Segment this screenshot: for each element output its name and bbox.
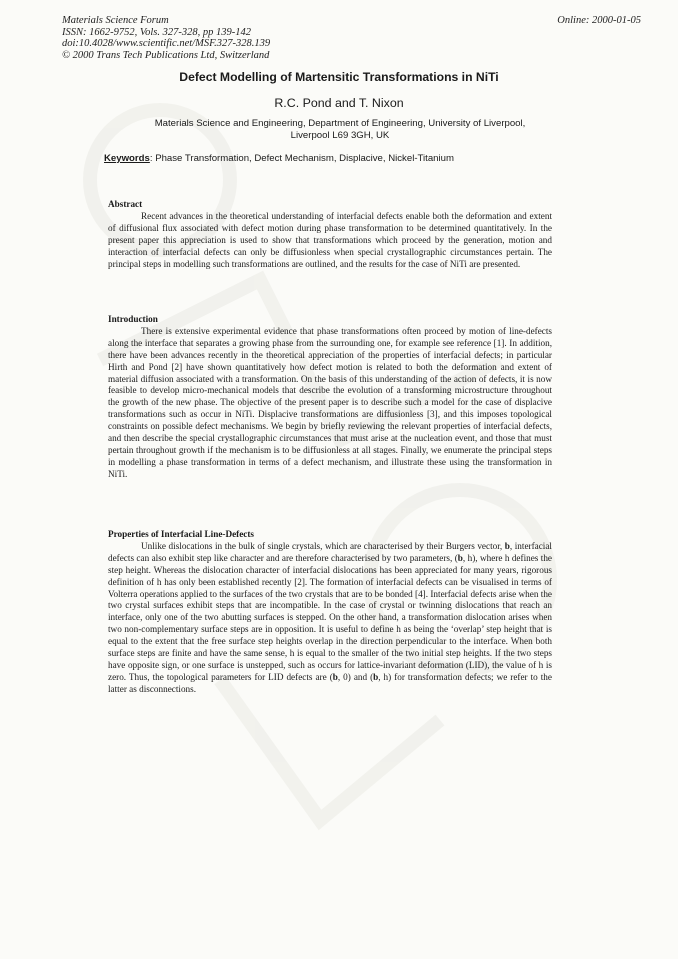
- burgers-vector-symbol: b: [332, 671, 338, 682]
- copyright-line: © 2000 Trans Tech Publications Ltd, Switzerland: [62, 49, 270, 61]
- keywords-list: : Phase Transformation, Defect Mechanism, Displacive, Nickel-Titanium: [149, 153, 454, 164]
- introduction-section: [108, 314, 552, 481]
- journal-name: Materials Science Forum: [62, 15, 169, 26]
- issn-line: ISSN: 1662-9752, Vols. 327-328, pp 139-142: [62, 26, 251, 38]
- paper-title: Defect Modelling of Martensitic Transformations in NiTi: [179, 70, 499, 84]
- abstract-section: [108, 199, 552, 270]
- abstract-heading: Abstract: [108, 199, 143, 209]
- doi-link[interactable]: doi:10.4028/www.scientific.net/MSF.327-328.139: [62, 38, 271, 50]
- affiliation: [90, 118, 590, 142]
- watermark-logo: [40, 60, 640, 940]
- properties-heading: Properties of Interfacial Line-Defects: [108, 529, 255, 539]
- burgers-vector-symbol: b: [457, 552, 463, 563]
- introduction-text: There is extensive experimental evidence that phase transformations often proceed by motion of line-defects along the interface that separates a growing phase from the surrounding one, for example see reference [1]. In addition, there have been advances recently in the theoretical appreciation of the properties of interfacial defects; in particular Hirth and Pond [2] have shown quantitatively how defect motion is related to both the deformation and extent of material diffusion associated with a transformation. On the basis of this understanding of the action of defects, it is now feasible to develop micro-mechanical models that describe the evolution of a transforming microstructure throughout the growth of the new phase. The objective of the present paper is to describe such a model for the case of displacive transformations such as occur in NiTi. Displacive transformations are diffusionless [3], and this imposes topological constraints on possible defect mechanisms. We begin by briefly reviewing the relevant properties of interfacial defects, and then describe the special crystallographic circumstances that must arise at the nucleation event, and those that must pertain throughout growth if the mechanism is to be diffusionless at all stages. Finally, we enumerate the principal steps in modelling a phase transformation in terms of a defect mechanism, and illustrate these using the transformation in NiTi.: [108, 325, 552, 479]
- keywords-label: Keywords: [104, 153, 150, 164]
- text-run: , interfacial defects can also exhibit step like character and are therefore characterised by two parameters, (: [108, 540, 552, 563]
- paper-authors: R.C. Pond and T. Nixon: [274, 96, 404, 110]
- journal-citation: [62, 15, 270, 61]
- properties-section: [108, 529, 552, 696]
- abstract-text: Recent advances in the theoretical understanding of interfacial defects enable both the deformation and extent of diffusional flux associated with defect motion during phase transformation to be determined quantitatively. In the present paper this appreciation is used to show that transformations which proceed by the generation, motion and interaction of interfacial defects can only be diffusionless when special crystallographic circumstances pertain. The principal steps in modelling such transformations are outlined, and the results for the case of NiTi are presented.: [108, 210, 552, 269]
- affiliation-line-2: Liverpool L69 3GH, UK: [290, 130, 390, 141]
- text-run: , 0) and (: [337, 671, 374, 682]
- text-run: , h) for transformation defects; we refer to the latter as disconnections.: [108, 671, 552, 694]
- introduction-heading: Introduction: [108, 314, 158, 324]
- text-run: , h), where h defines the step height. Whereas the dislocation character of interfacial dislocations has been appreciated for many years, rigorous definition of h has only been established recently [2]. The formation of interfacial defects can be visualised in terms of Volterra operations applied to the surfaces of the two crystals that are to be bonded [4]. Interfacial defects arise when the two crystal surfaces exhibit steps that are incompatible. In the case of crystal or twinning dislocations that reach an interface, only one of the two abutting surfaces is stepped. On the other hand, a transformation dislocation arises when two non-complementary surface steps are in opposition. It is useful to define h as being the ‘overlap’ step height that is equal to the extent that the free surface step heights overlap in the direction perpendicular to the interface. When both surface steps are finite and have the same sense, h is equal to the smaller of the two initial step heights. If the two steps have opposite sign, or one surface is unstepped, such as occurs for lattice-invariant deformation (LID), the value of h is zero. Thus, the topological parameters for LID defects are (: [108, 552, 552, 682]
- burgers-vector-symbol: b: [373, 671, 379, 682]
- text-run: Unlike dislocations in the bulk of single crystals, which are characterised by their Burgers vector,: [141, 540, 505, 551]
- keywords: [104, 153, 454, 164]
- online-date: Online: 2000-01-05: [557, 15, 641, 26]
- burgers-vector-symbol: b: [504, 540, 510, 551]
- properties-text: [108, 541, 552, 696]
- affiliation-line-1: Materials Science and Engineering, Department of Engineering, University of Liverpool,: [154, 118, 526, 129]
